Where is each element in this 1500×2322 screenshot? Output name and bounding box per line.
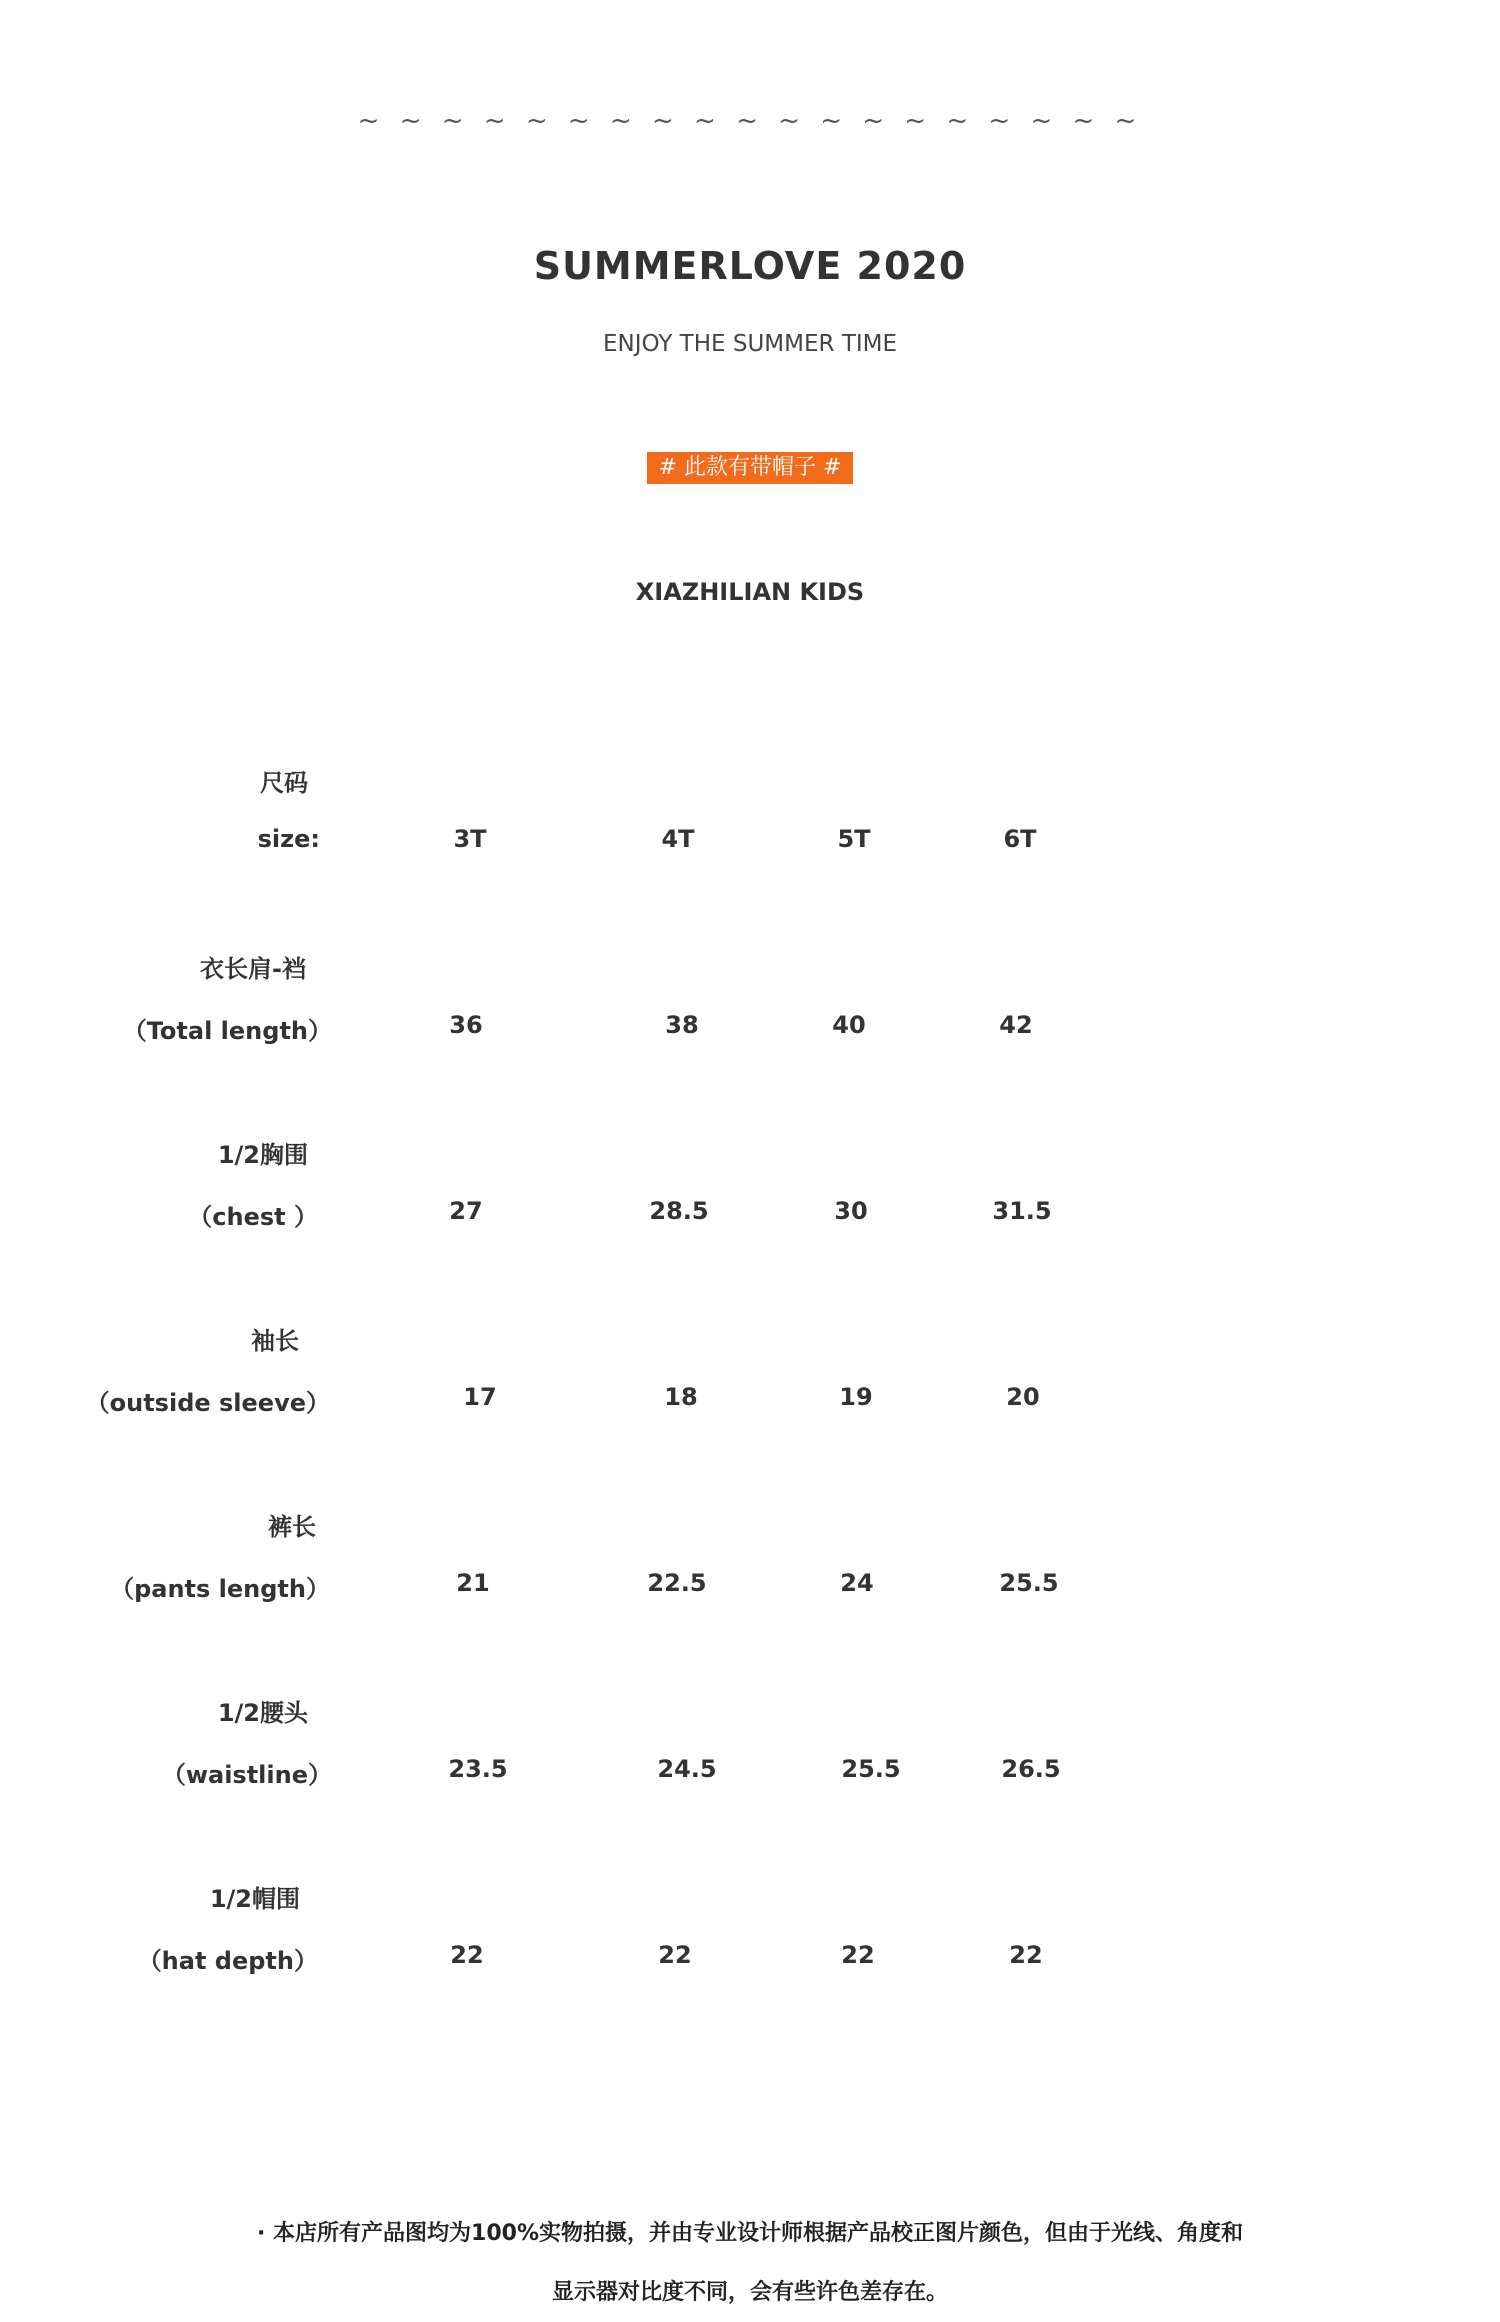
row-label-en: （chest ） [188, 1203, 318, 1231]
table-cell: 22.5 [647, 1569, 707, 1597]
table-cell: 22 [450, 1941, 484, 1969]
table-cell: 30 [834, 1197, 868, 1225]
table-cell: 23.5 [448, 1755, 508, 1783]
row-label-zh: 裤长 [268, 1513, 316, 1541]
size-label-en: size: [257, 825, 320, 853]
page-subtitle: ENJOY THE SUMMER TIME [602, 331, 898, 357]
table-cell: 18 [664, 1383, 698, 1411]
table-cell: 17 [463, 1383, 497, 1411]
table-cell: 26.5 [1001, 1755, 1061, 1783]
table-cell: 22 [658, 1941, 692, 1969]
table-cell: 38 [665, 1011, 699, 1039]
row-label-en: （Total length） [122, 1017, 332, 1045]
hat-tag-wrapper [0, 452, 1500, 484]
table-cell: 28.5 [649, 1197, 709, 1225]
table-cell: 25.5 [999, 1569, 1059, 1597]
hat-tag-badge: # 此款有带帽子 # [647, 452, 854, 484]
table-cell: 22 [841, 1941, 875, 1969]
disclaimer-line-2: 显示器对比度不同，会有些许色差存在。 [551, 2280, 948, 2305]
page-title: SUMMERLOVE 2020 [533, 244, 967, 288]
disclaimer-line-1: · 本店所有产品图均为100%实物拍摄，并由专业设计师根据产品校正图片颜色，但由于光线、角度和 [257, 2221, 1243, 2246]
table-cell: 21 [456, 1569, 490, 1597]
brand-name: XIAZHILIAN KIDS [635, 578, 865, 606]
table-cell: 24 [840, 1569, 874, 1597]
decorative-tilde-line: ~ ~ ~ ~ ~ ~ ~ ~ ~ ~ ~ ~ ~ ~ ~ ~ ~ ~ ~ [357, 106, 1143, 136]
table-cell: 22 [1009, 1941, 1043, 1969]
table-cell: 19 [839, 1383, 873, 1411]
size-header-cell: 3T [453, 825, 487, 853]
table-cell: 40 [832, 1011, 866, 1039]
row-label-en: （waistline） [161, 1761, 332, 1789]
table-cell: 27 [449, 1197, 483, 1225]
table-cell: 42 [999, 1011, 1033, 1039]
row-label-en: （hat depth） [137, 1947, 318, 1975]
size-header-cell: 4T [661, 825, 695, 853]
size-label-zh: 尺码 [260, 769, 308, 797]
size-header-cell: 5T [837, 825, 871, 853]
row-label-zh: 1/2胸围 [217, 1141, 308, 1169]
row-label-en: （outside sleeve） [85, 1389, 330, 1417]
table-cell: 31.5 [992, 1197, 1052, 1225]
row-label-zh: 1/2帽围 [209, 1885, 300, 1913]
table-cell: 20 [1006, 1383, 1040, 1411]
size-header-cell: 6T [1003, 825, 1037, 853]
table-cell: 25.5 [841, 1755, 901, 1783]
row-label-zh: 袖长 [251, 1327, 299, 1355]
table-cell: 36 [449, 1011, 483, 1039]
row-label-zh: 衣长肩-裆 [200, 955, 306, 983]
row-label-en: （pants length） [110, 1575, 330, 1603]
row-label-zh: 1/2腰头 [217, 1699, 308, 1727]
table-cell: 24.5 [657, 1755, 717, 1783]
